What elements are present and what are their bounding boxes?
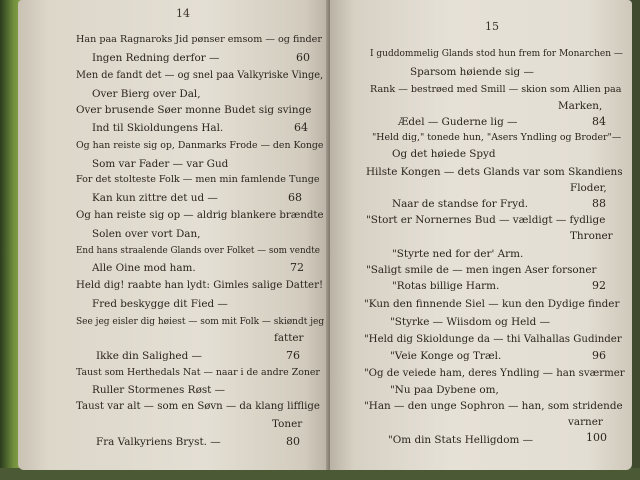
right-line-15: "Rotas billige Harm. bbox=[392, 280, 500, 292]
left-line-22: Taust var alt — som en Søvn — da klang lifflige bbox=[76, 401, 320, 412]
left-line-6: Ind til Skioldungens Hal. bbox=[92, 122, 224, 134]
verse-number-60: 60 bbox=[296, 51, 310, 64]
left-line-17: See jeg eisler dig høiest — som mit Folk — skiøndt jeg bbox=[76, 317, 325, 327]
verse-number-92: 92 bbox=[592, 279, 606, 292]
right-line-5: Ædel — Guderne lig — bbox=[398, 116, 518, 128]
left-line-14: Alle Oine mod ham. bbox=[92, 262, 196, 274]
left-line-16: Fred beskygge dit Fied — bbox=[92, 298, 228, 310]
left-page-number: 14 bbox=[176, 7, 190, 20]
left-line-13: End hans straalende Glands over Folket — som vendte bbox=[76, 246, 320, 256]
right-line-12: Throner bbox=[570, 230, 613, 242]
right-line-7: Og det høiede Spyd bbox=[392, 148, 496, 160]
left-line-21: Ruller Stormenes Røst — bbox=[92, 384, 226, 396]
right-line-24: "Om din Stats Helligdom — bbox=[388, 434, 534, 446]
right-line-14: "Saligt smile de — men ingen Aser forsoner bbox=[366, 264, 597, 276]
right-line-22: "Han — den unge Sophron — han, som stridende bbox=[364, 400, 623, 412]
left-line-15: Held dig! raabte han lydt: Gimles salige Datter! bbox=[76, 280, 324, 291]
right-line-2: Sparsom høiende sig — bbox=[410, 66, 534, 78]
right-line-19: "Veie Konge og Træl. bbox=[390, 350, 502, 362]
right-line-13: "Styrte ned for der' Arm. bbox=[392, 248, 524, 260]
left-line-24: Fra Valkyriens Bryst. — bbox=[96, 436, 221, 448]
right-line-3: Rank — bestrøed med Smill — skion som Allien paa bbox=[370, 84, 622, 95]
right-page bbox=[330, 0, 632, 470]
verse-number-96: 96 bbox=[592, 349, 606, 362]
right-line-8: Hilste Kongen — dets Glands var som Skandiens bbox=[366, 166, 623, 178]
left-line-18: fatter bbox=[274, 332, 304, 344]
verse-number-76: 76 bbox=[286, 349, 300, 362]
verse-number-72: 72 bbox=[290, 261, 304, 274]
left-line-1: Han paa Ragnaroks Jid pønser emsom — og finder bbox=[76, 34, 322, 45]
right-line-1: I guddommelig Glands stod hun frem for Monarchen — bbox=[370, 49, 623, 59]
left-line-12: Solen over vort Dan, bbox=[92, 228, 201, 240]
left-line-9: For det stolteste Folk — men min famlende Tunge bbox=[76, 174, 320, 185]
verse-number-80: 80 bbox=[286, 435, 300, 448]
right-line-16: "Kun den finnende Siel — kun den Dydige finder bbox=[364, 298, 620, 310]
right-line-9: Floder, bbox=[570, 182, 607, 194]
verse-number-84: 84 bbox=[592, 115, 606, 128]
left-line-19: Ikke din Salighed — bbox=[96, 350, 202, 362]
right-line-6: "Held dig," tonede hun, "Asers Yndling og Broder"— bbox=[372, 132, 622, 143]
left-line-23: Toner bbox=[272, 418, 303, 430]
left-line-11: Og han reiste sig op — aldrig blankere brændte bbox=[76, 210, 324, 221]
right-line-17: "Styrke — Wiisdom og Held — bbox=[390, 316, 550, 328]
verse-number-88: 88 bbox=[592, 197, 606, 210]
right-page-number: 15 bbox=[485, 20, 499, 33]
left-line-5: Over brusende Søer monne Budet sig svinge bbox=[76, 104, 312, 116]
right-line-11: "Stort er Nornernes Bud — vældigt — fydlige bbox=[366, 214, 606, 226]
verse-number-100: 100 bbox=[586, 431, 607, 444]
left-line-4: Over Bierg over Dal, bbox=[92, 88, 201, 100]
left-line-2: Ingen Redning derfor — bbox=[92, 52, 220, 64]
right-line-4: Marken, bbox=[558, 100, 603, 112]
left-line-20: Taust som Herthedals Nat — naar i de andre Zoner bbox=[76, 367, 320, 378]
left-line-7: Og han reiste sig op, Danmarks Frode — den Konge bbox=[76, 140, 324, 151]
right-line-21: "Nu paa Dybene om, bbox=[390, 384, 499, 396]
left-page bbox=[18, 0, 330, 470]
right-line-18: "Held dig Skioldunge da — thi Valhallas Gudinder bbox=[364, 334, 622, 345]
left-line-10: Kan kun zittre det ud — bbox=[92, 192, 218, 204]
left-line-3: Men de fandt det — og snel paa Valkyriske Vinge, bbox=[76, 70, 324, 81]
verse-number-68: 68 bbox=[288, 191, 302, 204]
left-line-8: Som var Fader — var Gud bbox=[92, 158, 229, 170]
right-line-23: varner bbox=[568, 416, 603, 428]
verse-number-64: 64 bbox=[294, 121, 308, 134]
right-line-10: Naar de standse for Fryd. bbox=[392, 198, 529, 210]
right-line-20: "Og de veiede ham, deres Yndling — han sværmer bbox=[364, 368, 625, 379]
